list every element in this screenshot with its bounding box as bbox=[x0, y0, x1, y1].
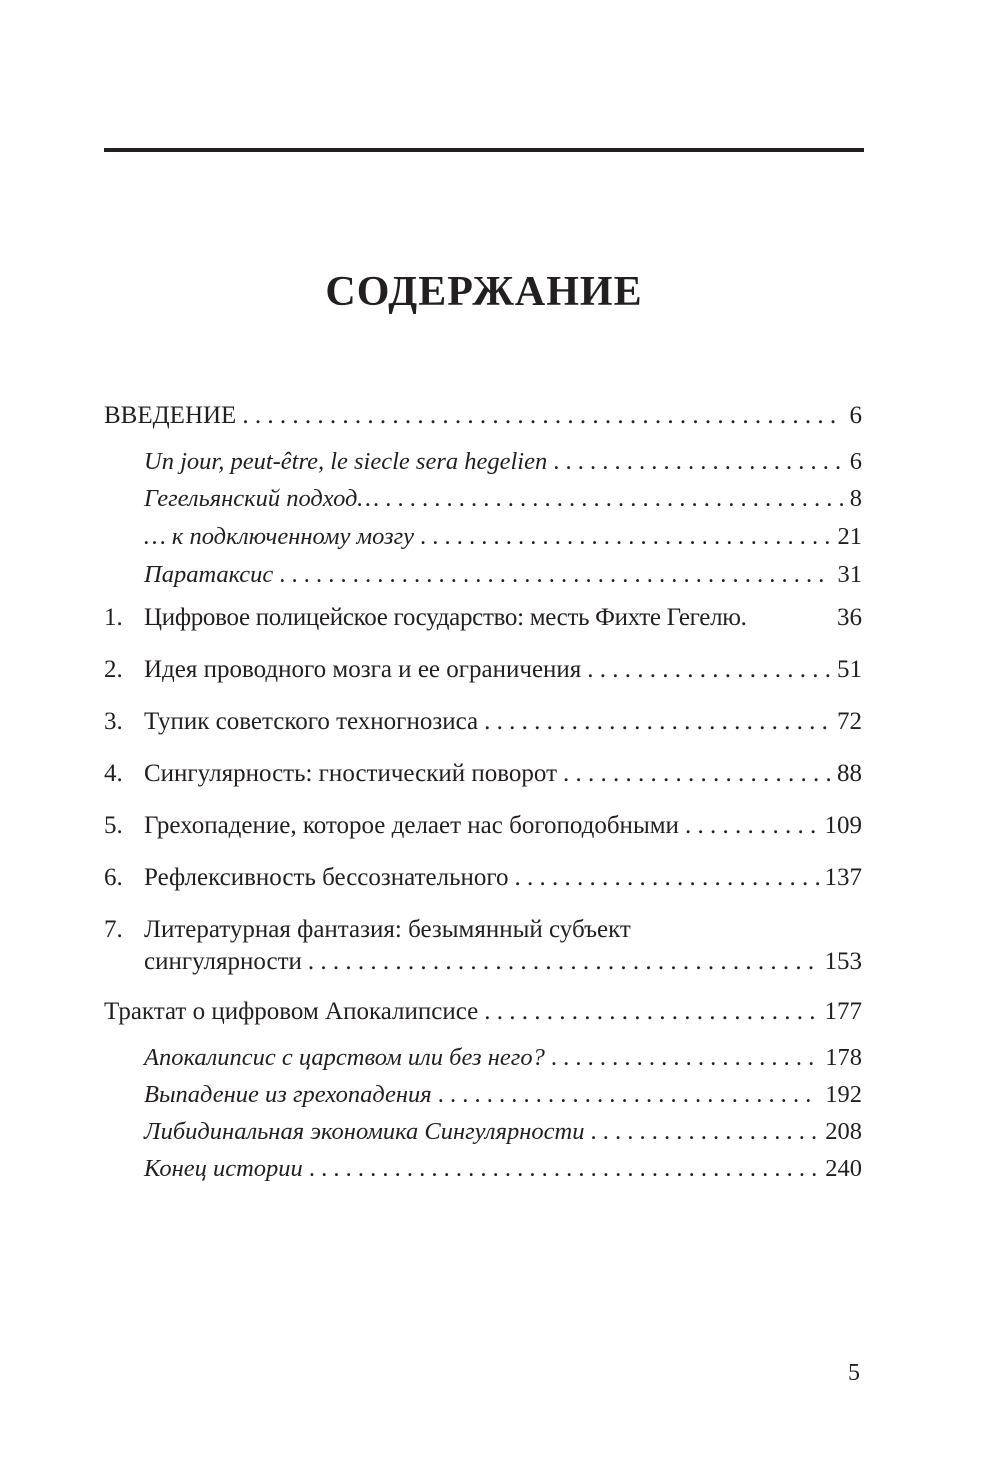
toc-chapter-7[interactable] bbox=[104, 916, 862, 944]
dot-leader bbox=[420, 523, 831, 551]
toc-entry-label: Un jour, peut-être, le siecle sera hegelien bbox=[144, 448, 548, 475]
chapter-number: 6. bbox=[104, 864, 123, 891]
toc-entry-page: 137 bbox=[824, 864, 862, 891]
toc-subentry[interactable] bbox=[144, 485, 862, 513]
toc-entry-page: 31 bbox=[837, 561, 862, 588]
toc-entry-label: Либидинальная экономика Сингулярности bbox=[144, 1118, 585, 1145]
chapter-number: 3. bbox=[104, 708, 123, 735]
toc-chapter-5[interactable] bbox=[104, 812, 862, 840]
dot-leader bbox=[515, 864, 819, 892]
toc-entry-page: 208 bbox=[825, 1118, 862, 1145]
toc-chapter-6[interactable] bbox=[104, 864, 862, 892]
toc-entry-page: 192 bbox=[825, 1081, 862, 1108]
toc-entry-page: 72 bbox=[837, 708, 862, 735]
toc-entry-page: 6 bbox=[849, 402, 862, 429]
toc-subentry[interactable] bbox=[144, 1155, 862, 1183]
toc-entry-label: Грехопадение, которое делает нас богоподобными bbox=[144, 812, 679, 839]
toc-entry-label: Сингулярность: гностический поворот bbox=[144, 760, 557, 787]
toc-chapter-7-continuation[interactable] bbox=[144, 948, 862, 976]
toc-entry-page: 177 bbox=[824, 998, 862, 1025]
toc-entry-label: … к подключенному мозгу bbox=[144, 523, 415, 550]
toc-entry-page: 36 bbox=[837, 604, 862, 631]
toc-entry-page: 88 bbox=[837, 760, 862, 787]
toc-chapter-3[interactable] bbox=[104, 708, 862, 736]
dot-leader bbox=[385, 485, 844, 513]
toc-entry-page: 109 bbox=[824, 812, 862, 839]
toc-entry-label: Трактат о цифровом Апокалипсисе bbox=[104, 998, 479, 1025]
dot-leader bbox=[308, 948, 819, 976]
toc-entry-page: 240 bbox=[825, 1155, 862, 1182]
toc-subentry[interactable] bbox=[144, 1081, 862, 1109]
toc-entry-label: Паратаксис bbox=[144, 561, 274, 588]
dot-leader bbox=[242, 402, 843, 430]
toc-entry-treatise[interactable] bbox=[104, 998, 862, 1026]
dot-leader bbox=[484, 708, 831, 736]
toc-entry-page: 153 bbox=[824, 948, 862, 975]
toc-entry-label: Рефлексивность бессознательного bbox=[144, 864, 509, 891]
toc-entry-label: ВВЕДЕНИЕ bbox=[104, 402, 237, 429]
toc-chapter-2[interactable] bbox=[104, 656, 862, 684]
dot-leader bbox=[438, 1081, 820, 1109]
dot-leader bbox=[553, 448, 844, 476]
dot-leader bbox=[551, 1044, 819, 1072]
toc-entry-label: Выпадение из грехопадения bbox=[144, 1081, 432, 1108]
page-number: 5 bbox=[848, 1360, 860, 1386]
dot-leader bbox=[590, 1118, 819, 1146]
toc-subentry[interactable] bbox=[144, 1118, 862, 1146]
toc-subentry[interactable] bbox=[144, 523, 862, 551]
toc-subentry[interactable] bbox=[144, 1044, 862, 1072]
toc-entry-page: 6 bbox=[849, 448, 862, 475]
chapter-number: 5. bbox=[104, 812, 123, 839]
toc-entry-label: Гегельянский подход… bbox=[144, 485, 380, 512]
toc-entry-label: Тупик советского техногнозиса bbox=[144, 708, 479, 735]
toc-entry-label: Апокалипсис с царством или без него? bbox=[144, 1044, 545, 1071]
dot-leader bbox=[484, 998, 818, 1026]
toc-entry-label: сингулярности bbox=[144, 948, 302, 975]
toc-entry-page: 8 bbox=[849, 485, 862, 512]
dot-leader bbox=[563, 760, 831, 788]
toc-entry-intro[interactable] bbox=[104, 402, 862, 430]
toc-entry-label: Идея проводного мозга и ее ограничения bbox=[144, 656, 582, 683]
dot-leader bbox=[587, 656, 831, 684]
page-title: СОДЕРЖАНИЕ bbox=[325, 269, 643, 315]
dot-leader bbox=[685, 812, 819, 840]
chapter-number: 2. bbox=[104, 656, 123, 683]
toc-subentry[interactable] bbox=[144, 448, 862, 476]
toc-entry-label: Цифровое полицейское государство: месть Фихте Гегелю. bbox=[144, 604, 747, 631]
toc-entry-page: 51 bbox=[837, 656, 862, 683]
toc-chapter-1[interactable] bbox=[104, 604, 862, 632]
chapter-number: 7. bbox=[104, 916, 123, 943]
chapter-number: 4. bbox=[104, 760, 123, 787]
dot-leader bbox=[279, 561, 831, 589]
toc-subentry[interactable] bbox=[144, 561, 862, 589]
toc-entry-label: Конец истории bbox=[144, 1155, 303, 1182]
toc-entry-page: 178 bbox=[825, 1044, 862, 1071]
toc-entry-label: Литературная фантазия: безымянный субъект bbox=[144, 916, 631, 943]
top-rule bbox=[104, 148, 864, 152]
toc-entry-page: 21 bbox=[837, 523, 862, 550]
toc-chapter-4[interactable] bbox=[104, 760, 862, 788]
chapter-number: 1. bbox=[104, 604, 123, 631]
dot-leader bbox=[309, 1155, 819, 1183]
